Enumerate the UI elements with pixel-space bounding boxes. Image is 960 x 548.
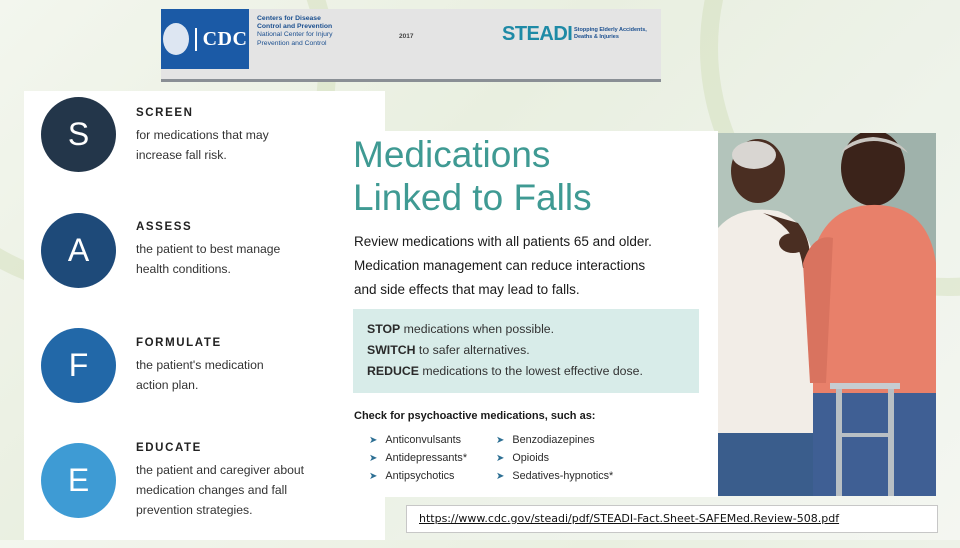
action-keyword: STOP [367,322,401,336]
action-text: medications when possible. [400,322,555,336]
step-title: EDUCATE [136,442,202,454]
step-letter-badge [41,97,116,172]
arrow-bullet-icon: ➤ [496,471,505,482]
drug-item [369,470,454,482]
arrow-bullet-icon: ➤ [369,471,378,482]
step-description: the patient to best manage health conditions. [136,242,281,276]
intro-line: Medication management can reduce interactions [354,258,646,273]
safe-step-formulate [24,324,385,434]
drug-item [369,434,461,446]
agency-line: National Center for Injury [257,31,333,39]
publication-year: 2017 [399,33,414,40]
steadi-tagline: Stopping Elderly Accidents, Deaths & Injuries [574,27,647,40]
cdc-logo-text: CDC [195,28,248,51]
title-line: Linked to Falls [353,177,592,218]
action-keyword: REDUCE [367,364,419,378]
source-url-link[interactable]: https://www.cdc.gov/steadi/pdf/STEADI-Fact.Sheet-SAFEMed.Review-508.pdf [419,512,840,525]
arrow-bullet-icon: ➤ [369,435,378,446]
title-line: Medications [353,134,551,175]
fact-sheet-header [161,9,661,82]
cdc-logo [161,9,249,69]
step-letter: E [67,462,90,498]
action-reduce [367,364,643,378]
photo-illustration [718,133,936,496]
step-description: for medications that may increase fall risk. [136,128,269,162]
step-letter: A [67,232,90,268]
intro-line: Review medications with all patients 65 and older. [354,234,652,249]
arrow-bullet-icon: ➤ [496,435,505,446]
drug-name: Antidepressants* [385,452,468,464]
agency-line: Centers for Disease [257,15,321,22]
step-letter: F [68,347,89,383]
drug-item [496,452,549,464]
step-letter-badge [41,328,116,403]
drug-item [496,470,613,482]
step-description: the patient's medication action plan. [136,358,264,392]
drug-name: Opioids [512,452,549,464]
arrow-bullet-icon: ➤ [496,453,505,464]
drug-name: Sedatives-hypnotics* [512,470,614,482]
step-title: FORMULATE [136,337,222,349]
medications-intro [354,230,714,302]
medications-panel [341,131,718,497]
arrow-bullet-icon: ➤ [369,453,378,464]
step-title: ASSESS [136,221,193,233]
drug-item [369,452,467,464]
hhs-eagle-icon [163,23,189,55]
drug-name: Benzodiazepines [512,434,595,446]
steadi-logo: STEADI [502,23,573,45]
step-title: SCREEN [136,107,194,119]
step-letter-badge [41,213,116,288]
action-switch [367,343,530,357]
psychoactive-heading: Check for psychoactive medications, such as: [354,410,596,422]
safe-steps-panel [24,91,385,540]
action-text: medications to the lowest effective dose. [418,364,643,378]
medications-title [353,133,693,219]
action-text: to safer alternatives. [415,343,530,357]
action-box [353,309,699,393]
action-keyword: SWITCH [367,343,416,357]
step-letter-badge [41,443,116,518]
drug-name: Antipsychotics [385,470,455,482]
drug-name: Anticonvulsants [385,434,462,446]
safe-step-screen [24,95,385,205]
safe-step-educate [24,438,385,548]
drug-item [496,434,595,446]
safe-step-assess [24,209,385,319]
step-description: the patient and caregiver about medication changes and fall prevention strategies. [136,463,305,517]
action-stop [367,322,554,336]
older-couple-photo [718,133,936,496]
agency-line: Prevention and Control [257,39,327,47]
agency-name [257,15,387,48]
agency-line: Control and Prevention [257,23,333,31]
intro-line: and side effects that may lead to falls. [354,282,580,297]
source-url-box [406,505,938,533]
step-letter: S [67,116,90,152]
